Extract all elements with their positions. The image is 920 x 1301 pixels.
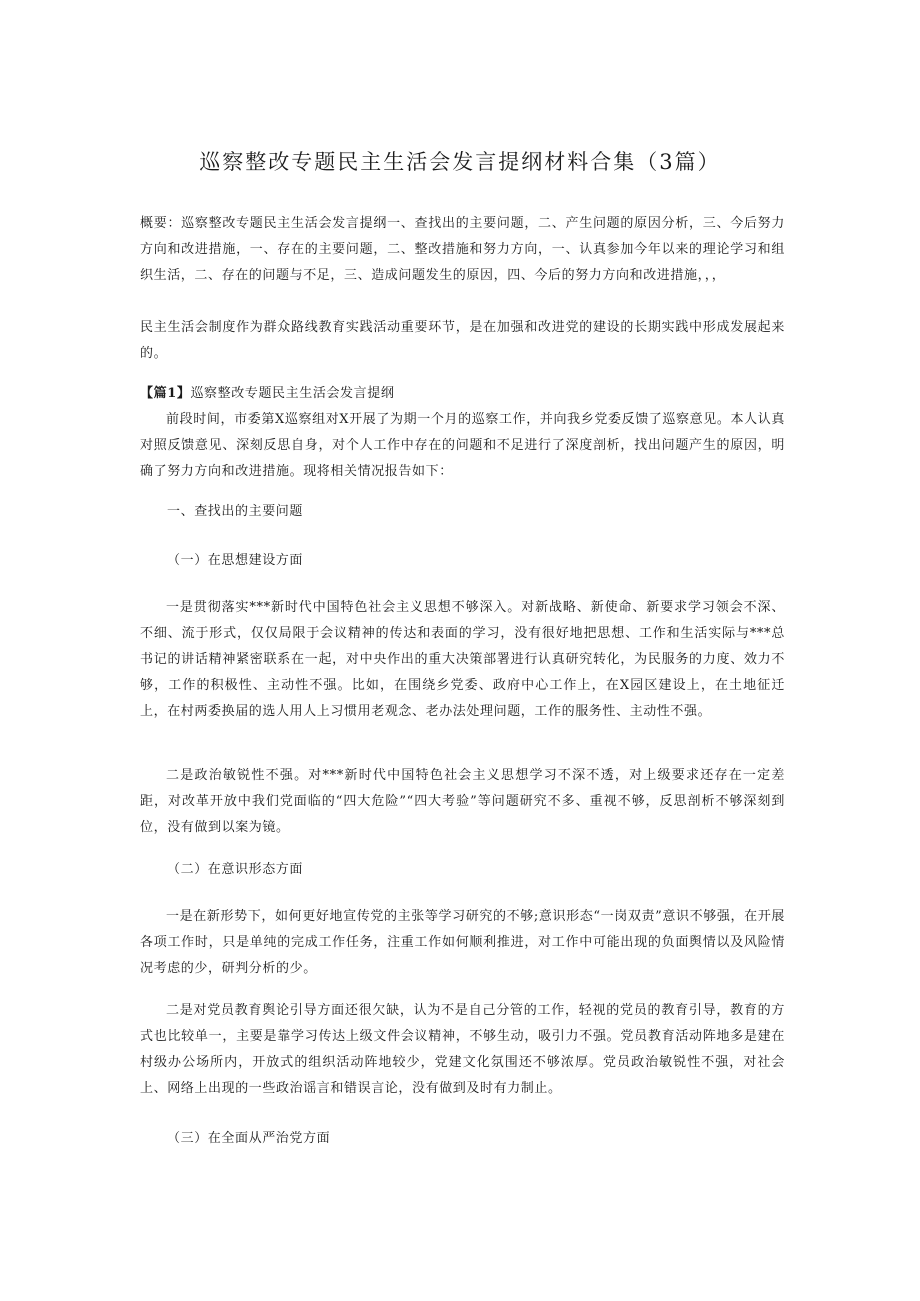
document-title: 巡察整改专题民主生活会发言提纲材料合集（3篇） [199,150,721,174]
intro-paragraph: 民主生活会制度作为群众路线教育实践活动重要环节，是在加强和改进党的建设的长期实践中形成发展起来的。 [140,320,785,361]
subheading-party-governance: （三）在全面从严治党方面 [167,1131,331,1146]
section-tag: 【篇1】 [140,386,191,401]
paragraph-ideology-2: 二是政治敏锐性不强。对***新时代中国特色社会主义思想学习不深不透，对上级要求还存在一定差距，对改革开放中我们党面临的“四大危险”“四大考验”等问题研究不多、重视不够，反思剖析不够深刻到位，没有做到以案为镜。 [140,768,785,835]
paragraph-ideology-1: 一是贯彻落实***新时代中国特色社会主义思想不够深入。对新战略、新使命、新要求学习领会不深、不细、流于形式，仅仅局限于会议精神的传达和表面的学习，没有很好地把思想、工作和生活实际与***总书记的讲话精神紧密联系在一起，对中央作出的重大决策部署进行认真研究转化，为民服务的力度、效力不够，工作的积极性、主动性不强。比如，在围绕乡党委、政府中心工作上，在X园区建设上，在土地征迁上，在村两委换届的选人用人上习惯用老观念、老办法处理问题，工作的服务性、主动性不强。 [140,600,785,719]
heading-main-problems: 一、查找出的主要问题 [167,504,304,519]
section-heading [140,381,394,407]
summary-paragraph: 概要：巡察整改专题民主生活会发言提纲一、查找出的主要问题，二、产生问题的原因分析，三、今后努力方向和改进措施，一、存在的主要问题，二、整改措施和努力方向，一、认真参加今年以来的理论学习和组织生活，二、存在的问题与不足，三、造成问题发生的原因，四、今后的努力方向和改进措施，，， [140,216,785,283]
paragraph-ideological-work-2: 二是对党员教育舆论引导方面还很欠缺，认为不是自己分管的工作，轻视的党员的教育引导，教育的方式也比较单一，主要是靠学习传达上级文件会议精神，不够生动，吸引力不强。党员教育活动阵地多是建在村级办公场所内，开放式的组织活动阵地较少，党建文化氛围还不够浓厚。党员政治敏锐性不强，对社会上、网络上出现的一些政治谣言和错误言论，没有做到及时有力制止。 [140,1003,785,1096]
paragraph-ideological-work-1: 一是在新形势下，如何更好地宣传党的主张等学习研究的不够;意识形态“一岗双责”意识不够强，在开展各项工作时，只是单纯的完成工作任务，注重工作如何顺利推进，对工作中可能出现的负面舆情以及风险情况考虑的少，研判分析的少。 [140,909,785,976]
opening-paragraph: 前段时间，市委第X巡察组对X开展了为期一个月的巡察工作，并向我乡党委反馈了巡察意见。本人认真对照反馈意见、深刻反思自身，对个人工作中存在的问题和不足进行了深度剖析，找出问题产生的原因，明确了努力方向和改进措施。现将相关情况报告如下： [140,412,785,479]
section-title: 巡察整改专题民主生活会发言提纲 [190,386,395,401]
subheading-ideological-work: （二）在意识形态方面 [167,862,304,877]
subheading-ideology: （一）在思想建设方面 [167,553,304,568]
